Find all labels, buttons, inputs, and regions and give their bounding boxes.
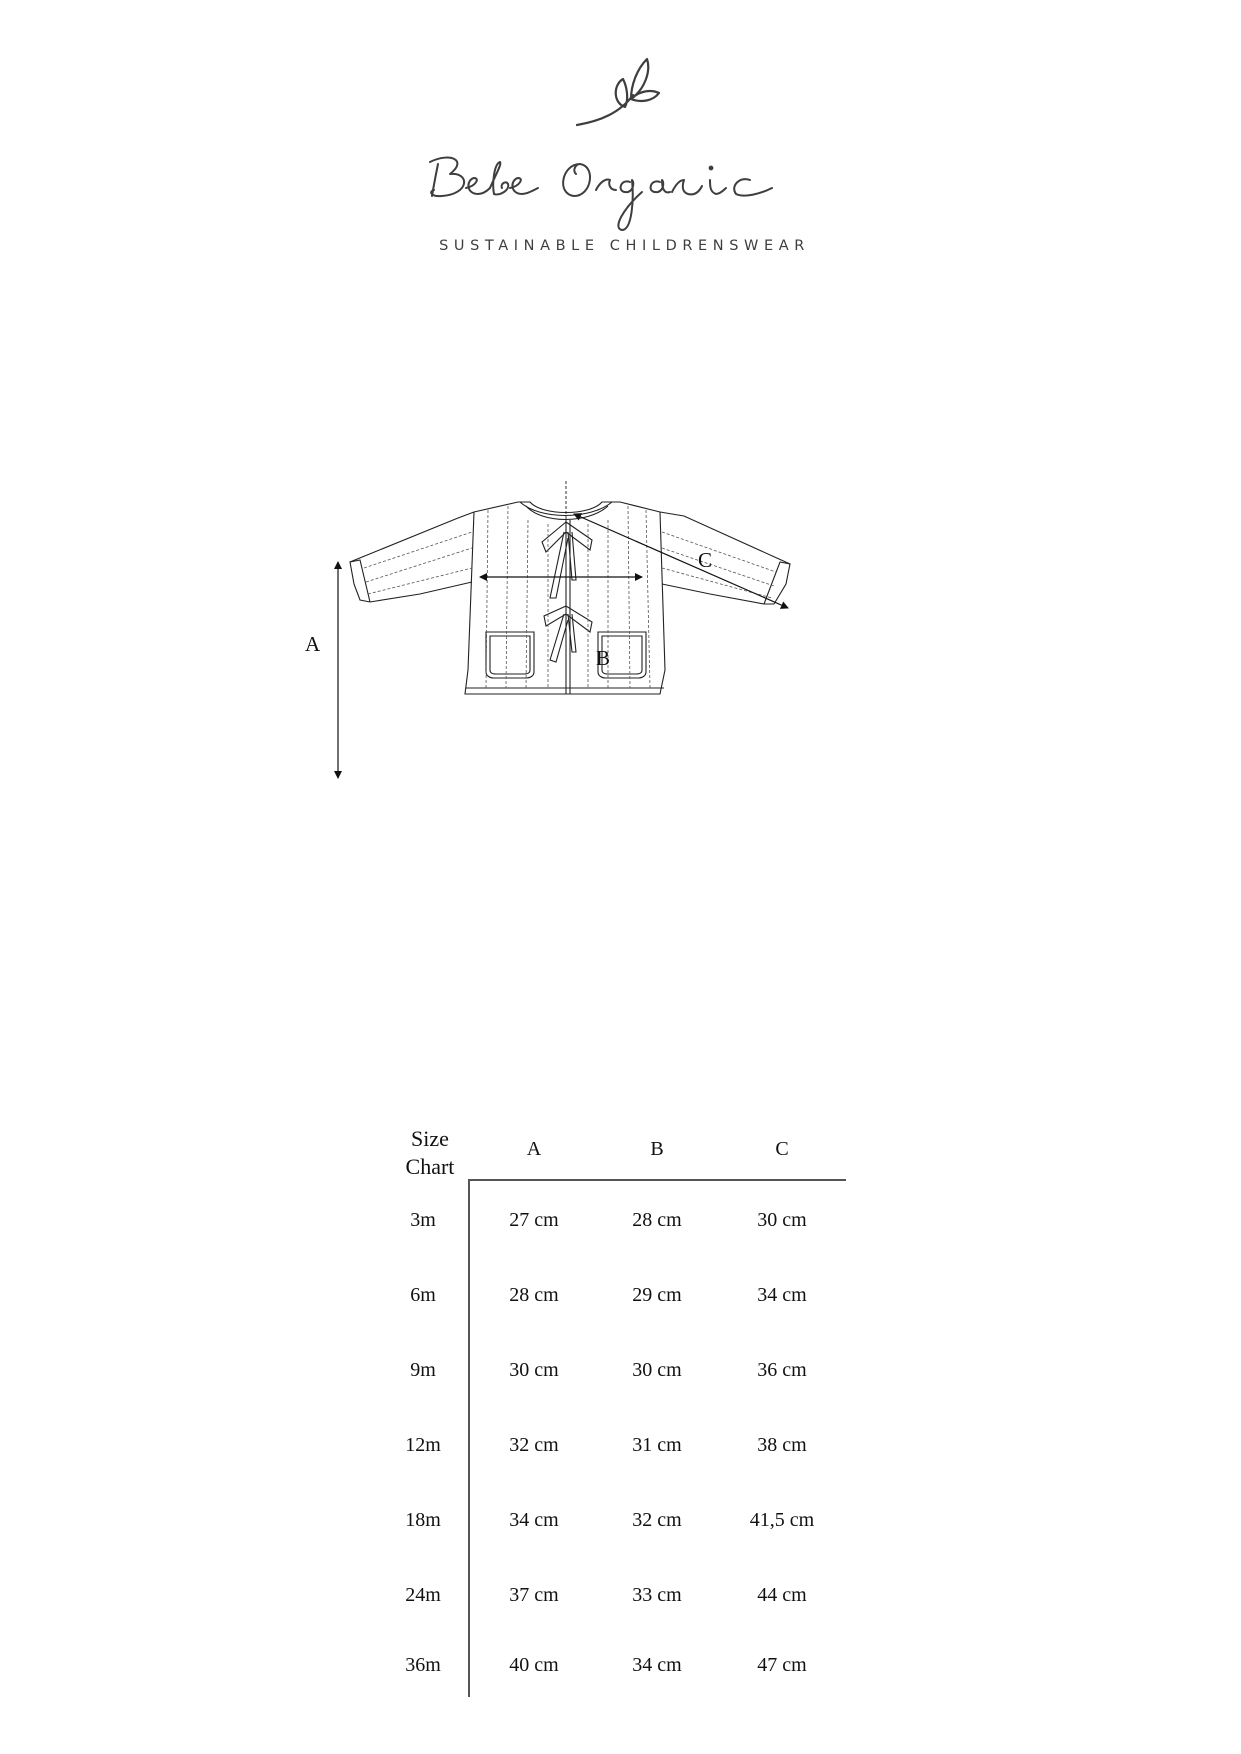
size-cell: 3m xyxy=(410,1209,436,1231)
measure-c-cell: 34 cm xyxy=(757,1284,807,1306)
garment-measurement-diagram xyxy=(290,480,910,800)
measure-b-cell: 31 cm xyxy=(632,1434,682,1456)
measure-b-cell: 32 cm xyxy=(632,1509,682,1531)
header-divider xyxy=(468,1179,846,1181)
measure-c-cell: 38 cm xyxy=(757,1434,807,1456)
jacket-illustration xyxy=(290,480,910,800)
measure-a-cell: 34 cm xyxy=(509,1509,559,1531)
measure-a-cell: 32 cm xyxy=(509,1434,559,1456)
measure-c-cell: 36 cm xyxy=(757,1359,807,1381)
column-header-a: A xyxy=(526,1138,542,1160)
dimension-b-label: B xyxy=(596,646,611,670)
measure-a-cell: 27 cm xyxy=(509,1209,559,1231)
measure-b-cell: 29 cm xyxy=(632,1284,682,1306)
size-cell: 18m xyxy=(405,1509,441,1531)
size-cell: 36m xyxy=(405,1654,441,1676)
measure-b-cell: 30 cm xyxy=(632,1359,682,1381)
size-cell: 24m xyxy=(405,1584,441,1606)
size-cell: 6m xyxy=(410,1284,436,1306)
brand-wordmark xyxy=(420,150,820,245)
brand-logo xyxy=(0,0,1241,280)
column-header-c: C xyxy=(775,1138,789,1160)
column-header-b: B xyxy=(650,1138,664,1160)
dimension-c-label: C xyxy=(698,548,713,572)
measure-c-cell: 47 cm xyxy=(757,1654,807,1676)
leaf-sprig-icon xyxy=(575,55,665,130)
size-cell: 9m xyxy=(410,1359,436,1381)
measure-b-cell: 28 cm xyxy=(632,1209,682,1231)
brand-tagline: SUSTAINABLE CHILDRENSWEAR xyxy=(439,238,810,254)
measure-c-cell: 30 cm xyxy=(757,1209,807,1231)
measure-a-cell: 40 cm xyxy=(509,1654,559,1676)
measure-a-cell: 30 cm xyxy=(509,1359,559,1381)
dimension-a-label: A xyxy=(305,632,321,656)
measure-a-cell: 28 cm xyxy=(509,1284,559,1306)
measure-a-cell: 37 cm xyxy=(509,1584,559,1606)
dimension-c-arrow xyxy=(574,514,788,608)
measure-c-cell: 44 cm xyxy=(757,1584,807,1606)
measure-c-cell: 41,5 cm xyxy=(749,1509,815,1531)
size-chart-title: Size Chart xyxy=(405,1126,455,1179)
measure-b-cell: 34 cm xyxy=(632,1654,682,1676)
size-cell: 12m xyxy=(405,1434,441,1456)
measure-b-cell: 33 cm xyxy=(632,1584,682,1606)
